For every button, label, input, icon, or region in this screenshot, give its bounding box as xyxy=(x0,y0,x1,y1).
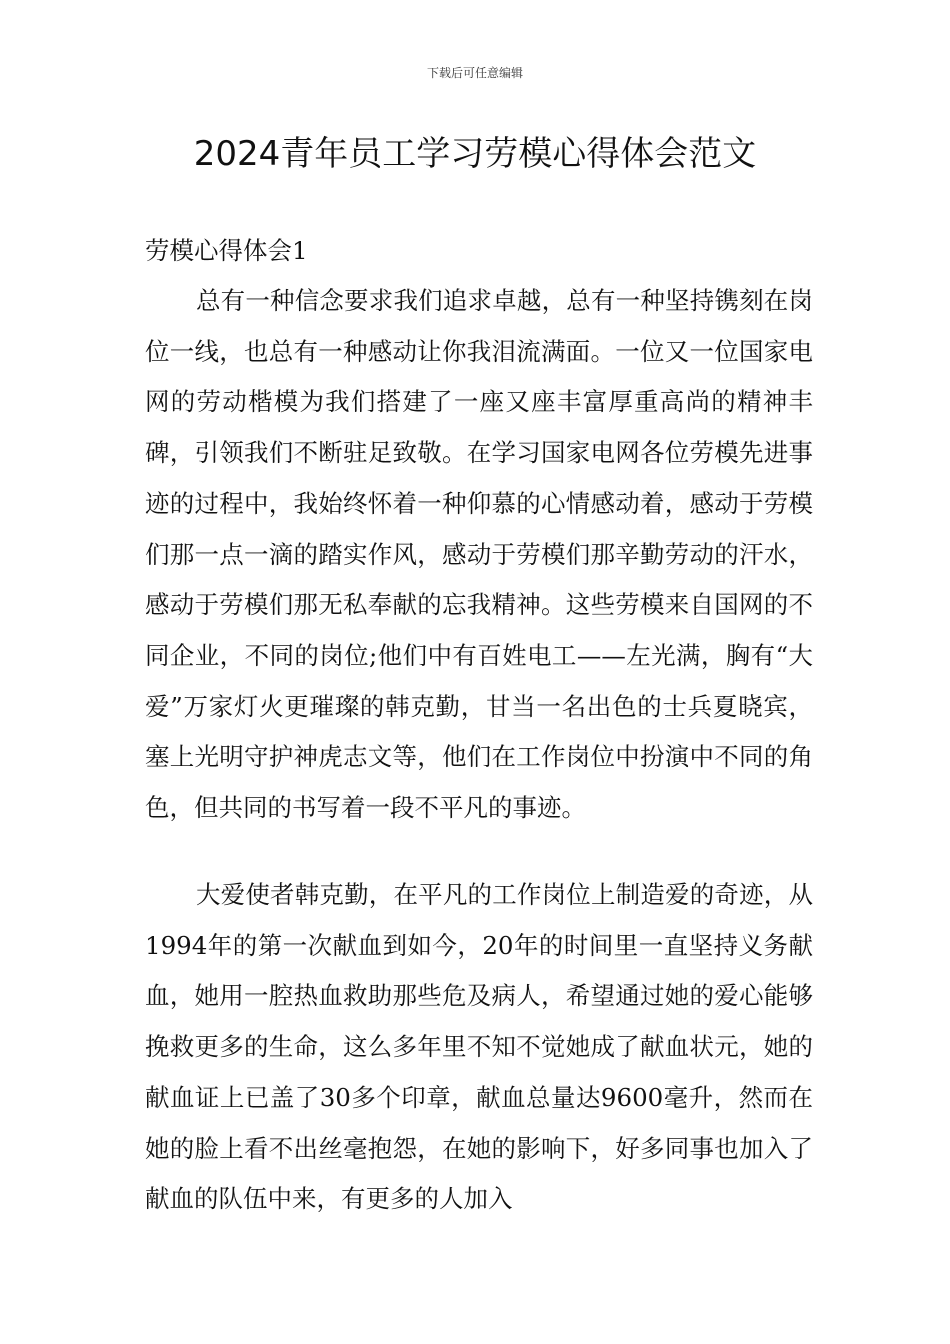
section-heading: 劳模心得体会1 xyxy=(145,236,308,265)
header-note: 下载后可任意编辑 xyxy=(426,66,523,80)
document-title: 2024青年员工学习劳模心得体会范文 xyxy=(193,134,757,174)
paragraph-2: 大爱使者韩克勤，在平凡的工作岗位上制造爱的奇迹，从1994年的第一次献血到如今，20年的时间里一直坚持义务献血，她用一腔热血救助那些危及病人，希望通过她的爱心能够挽救更多的生命，这么多年里不知不觉她成了献血状元，她的献血证上已盖了30多个印章，献血总量达9600毫升，然而在她的脸上看不出丝毫抱怨，在她的影响下，好多同事也加入了献血的队伍中来，有更多的人加入 xyxy=(145,880,813,1214)
paragraph-1: 总有一种信念要求我们追求卓越，总有一种坚持镌刻在岗位一线，也总有一种感动让你我泪流满面。一位又一位国家电网的劳动楷模为我们搭建了一座又座丰富厚重高尚的精神丰碑，引领我们不断驻足致敬。在学习国家电网各位劳模先进事迹的过程中，我始终怀着一种仰慕的心情感动着，感动于劳模们那一点一滴的踏实作风，感动于劳模们那辛勤劳动的汗水，感动于劳模们那无私奉献的忘我精神。这些劳模来自国网的不同企业，不同的岗位;他们中有百姓电工——左光满，胸有“大爱”万家灯火更璀璨的韩克勤，甘当一名出色的士兵夏晓宾，塞上光明守护神虎志文等，他们在工作岗位中扮演中不同的角色，但共同的书写着一段不平凡的事迹。 xyxy=(145,286,813,823)
